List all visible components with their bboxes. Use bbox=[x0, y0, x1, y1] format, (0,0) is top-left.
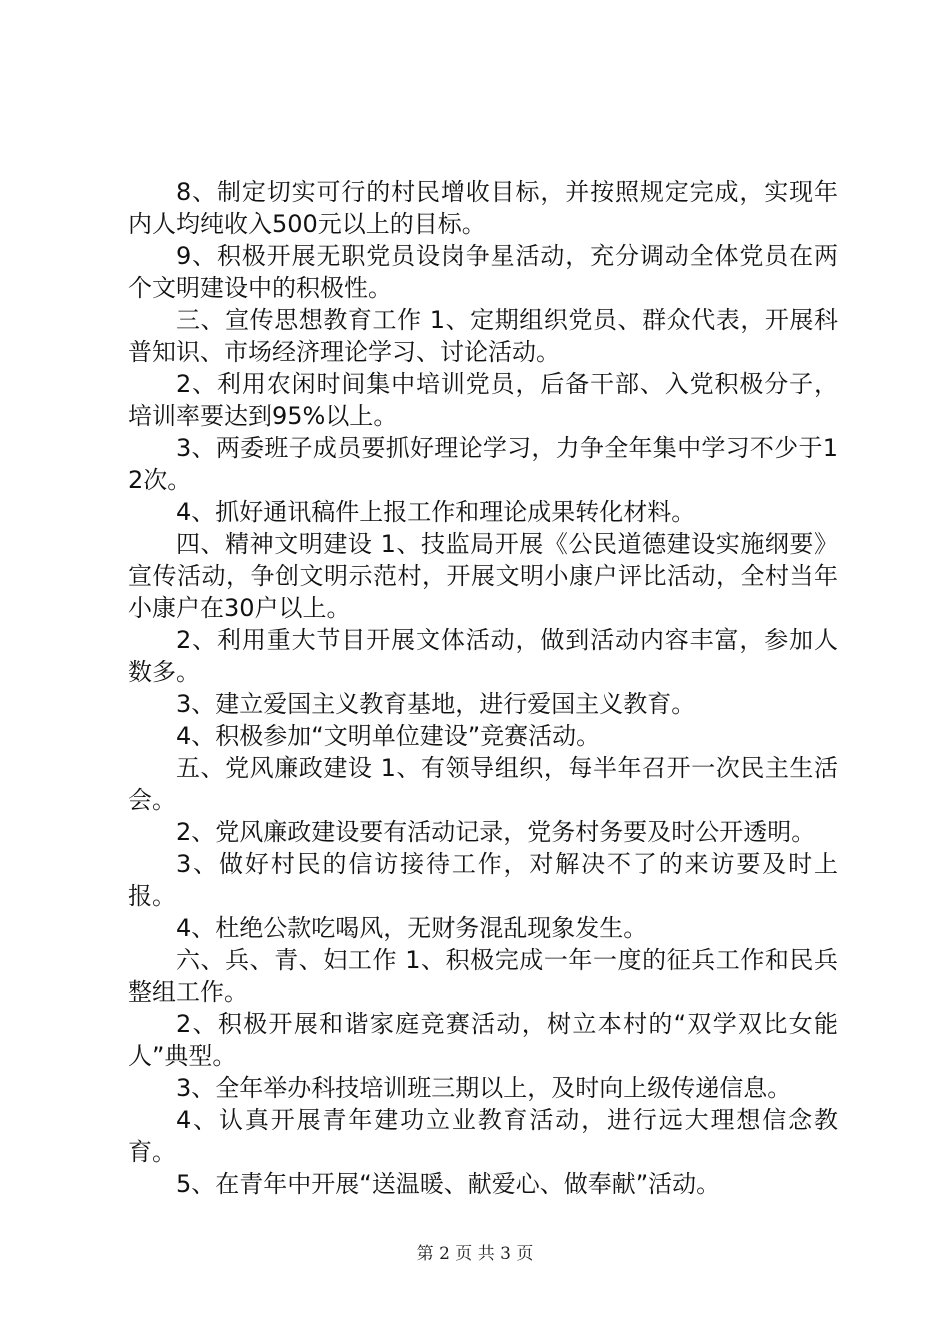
paragraph-section-3: 三、宣传思想教育工作 1、定期组织党员、群众代表，开展科普知识、市场经济理论学习、讨论活动。 bbox=[128, 306, 838, 366]
paragraph-item-3-2: 2、利用农闲时间集中培训党员，后备干部、入党积极分子，培训率要达到95%以上。 bbox=[128, 370, 838, 430]
paragraph-item-4-3: 3、建立爱国主义教育基地，进行爱国主义教育。 bbox=[176, 690, 696, 718]
paragraph-item-5-2: 2、党风廉政建设要有活动记录，党务村务要及时公开透明。 bbox=[176, 818, 816, 846]
paragraph-item-4-4: 4、积极参加“文明单位建设”竞赛活动。 bbox=[176, 722, 601, 750]
paragraph-item-6-3: 3、全年举办科技培训班三期以上，及时向上级传递信息。 bbox=[176, 1074, 792, 1102]
paragraph-item-4-2: 2、利用重大节目开展文体活动，做到活动内容丰富，参加人数多。 bbox=[128, 626, 838, 686]
paragraph-section-5: 五、党风廉政建设 1、有领导组织，每半年召开一次民主生活会。 bbox=[128, 754, 838, 814]
paragraph-item-5-4: 4、杜绝公款吃喝风，无财务混乱现象发生。 bbox=[176, 914, 648, 942]
paragraph-item-9: 9、积极开展无职党员设岗争星活动，充分调动全体党员在两个文明建设中的积极性。 bbox=[128, 242, 838, 302]
document-body bbox=[128, 176, 838, 1200]
paragraph-item-6-4: 4、认真开展青年建功立业教育活动，进行远大理想信念教育。 bbox=[128, 1106, 838, 1166]
paragraph-item-3-4: 4、抓好通讯稿件上报工作和理论成果转化材料。 bbox=[176, 498, 696, 526]
paragraph-item-5-3: 3、做好村民的信访接待工作，对解决不了的来访要及时上报。 bbox=[128, 850, 838, 910]
paragraph-item-6-5: 5、在青年中开展“送温暖、献爱心、做奉献”活动。 bbox=[176, 1170, 721, 1198]
paragraph-section-6: 六、兵、青、妇工作 1、积极完成一年一度的征兵工作和民兵整组工作。 bbox=[128, 946, 838, 1006]
paragraph-item-8: 8、制定切实可行的村民增收目标，并按照规定完成，实现年内人均纯收入500元以上的目标。 bbox=[128, 178, 838, 238]
paragraph-item-6-2: 2、积极开展和谐家庭竞赛活动，树立本村的“双学双比女能人”典型。 bbox=[128, 1010, 838, 1070]
page-number-footer: 第 2 页 共 3 页 bbox=[416, 1244, 534, 1264]
paragraph-item-3-3: 3、两委班子成员要抓好理论学习，力争全年集中学习不少于12次。 bbox=[128, 434, 838, 494]
paragraph-section-4: 四、精神文明建设 1、技监局开展《公民道德建设实施纲要》宣传活动，争创文明示范村，开展文明小康户评比活动，全村当年小康户在30户以上。 bbox=[128, 530, 838, 622]
